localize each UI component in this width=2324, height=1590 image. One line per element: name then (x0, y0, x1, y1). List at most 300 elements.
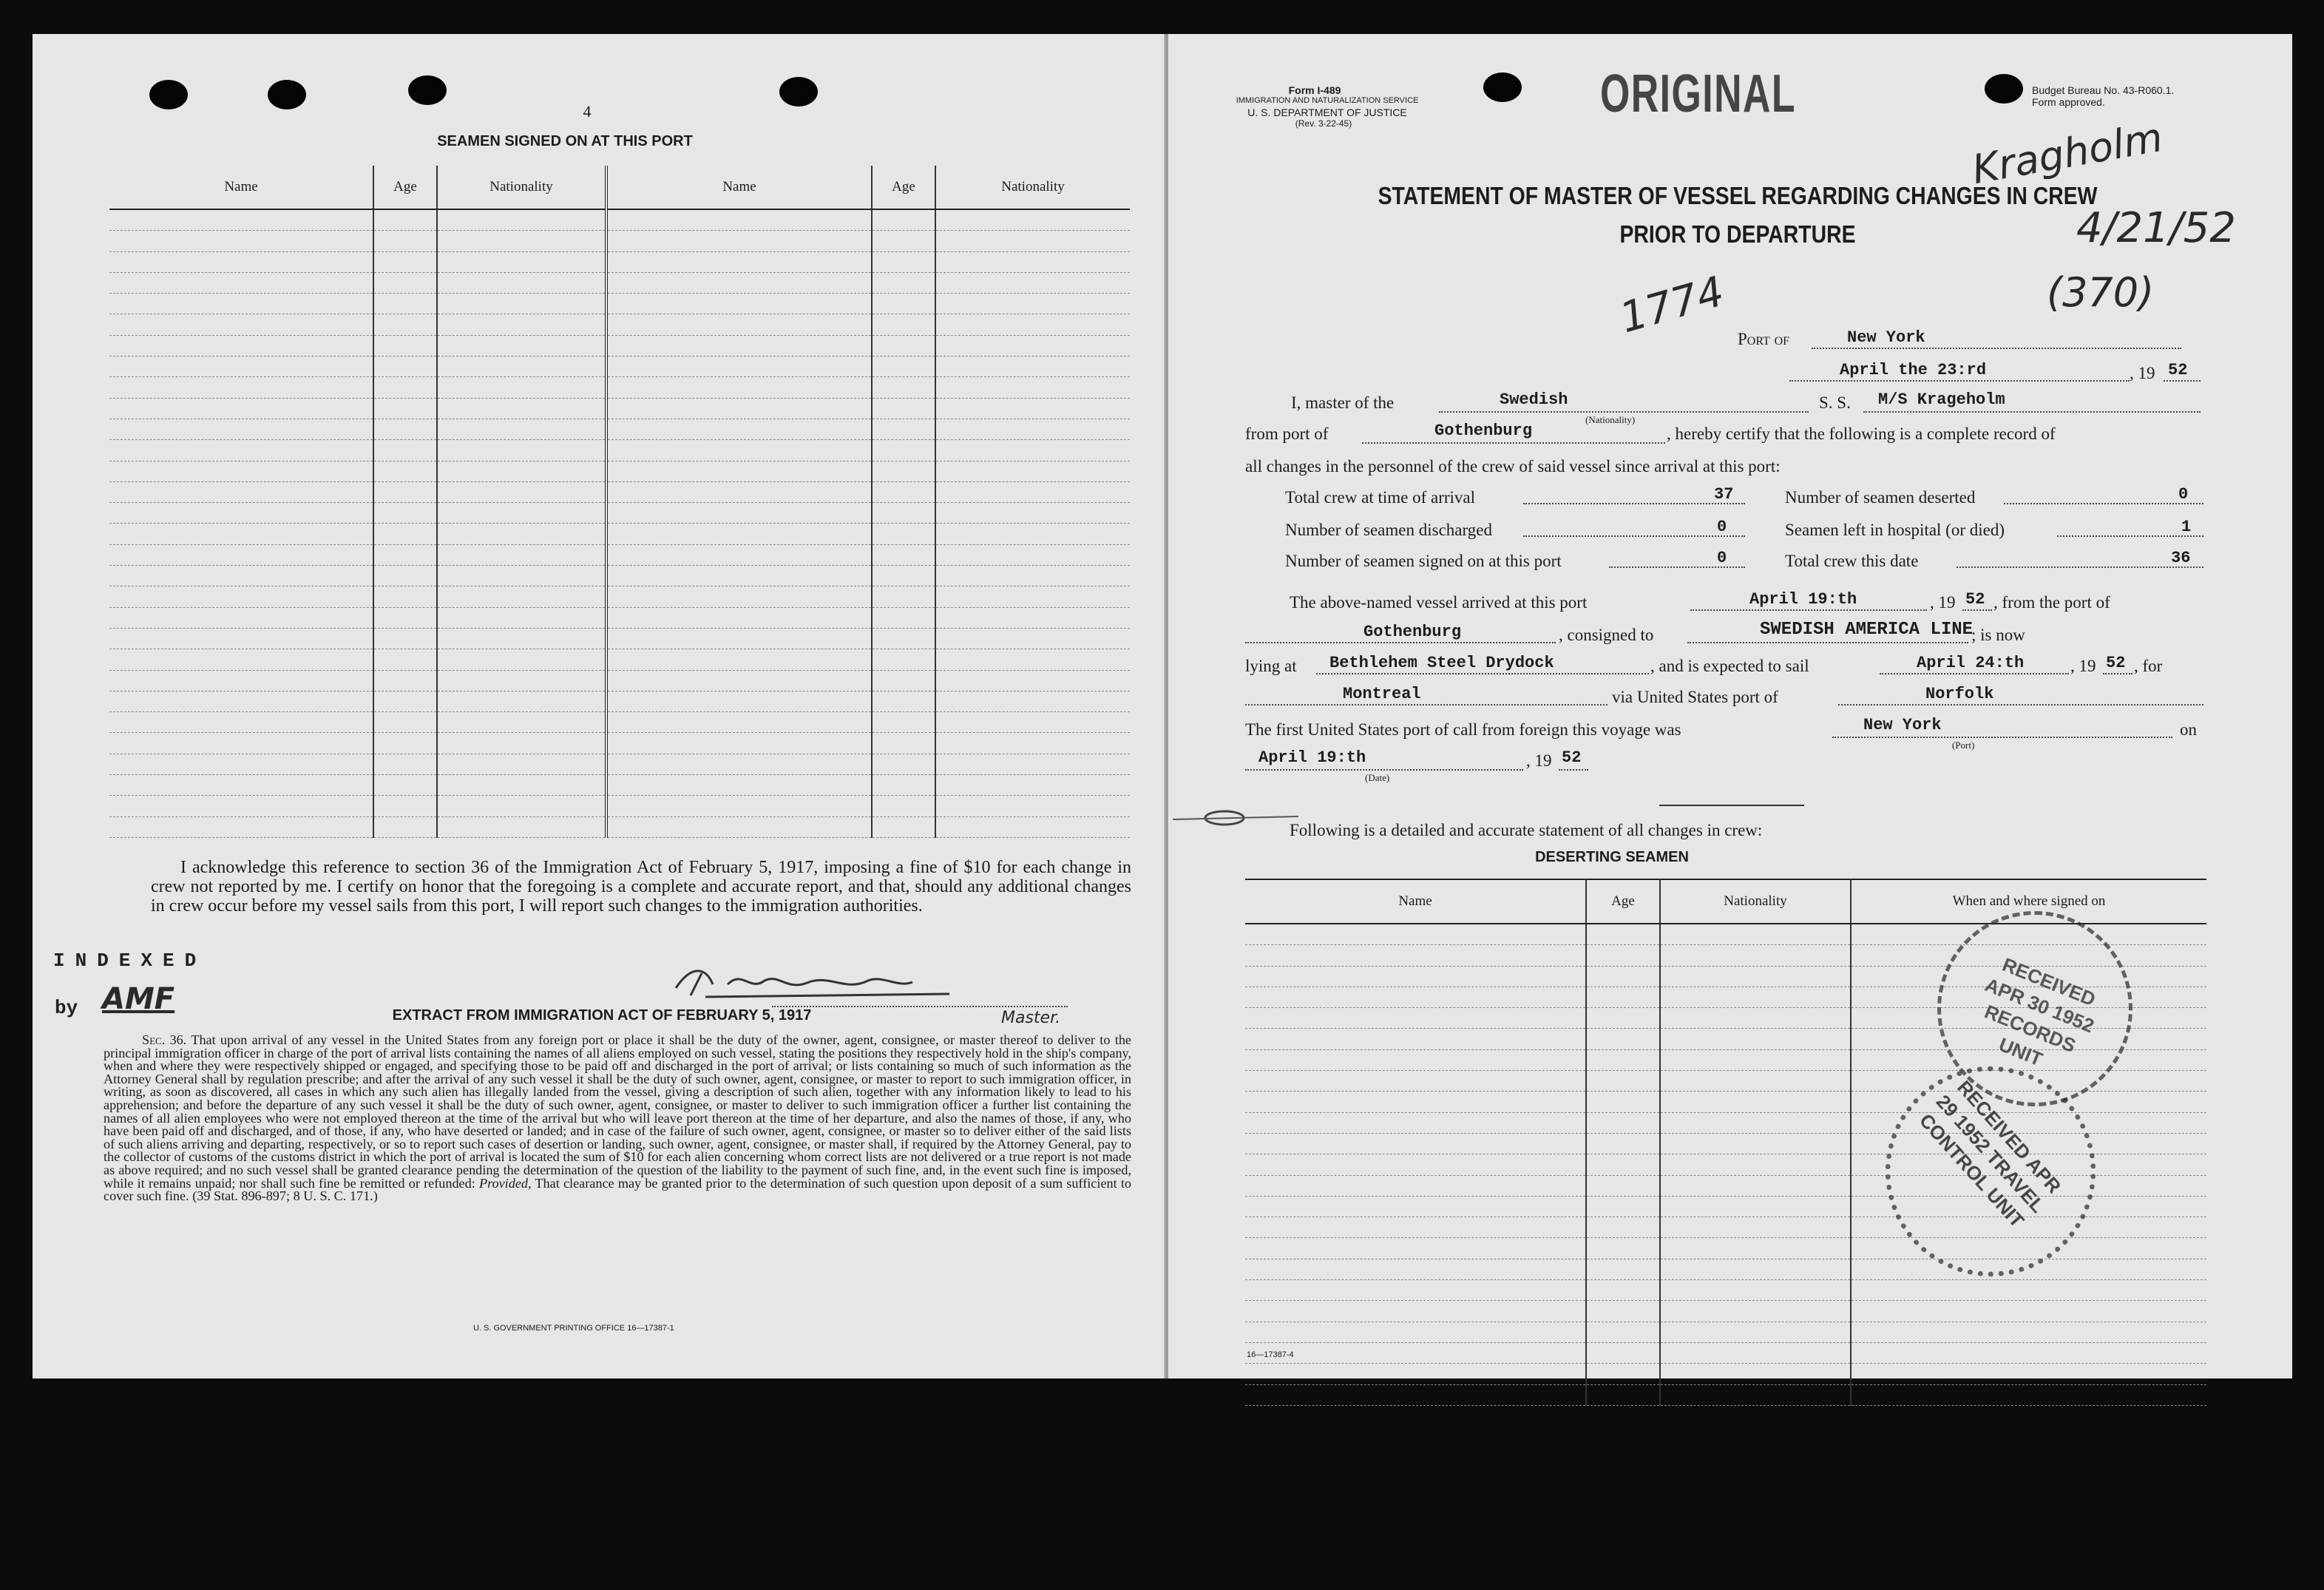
table-cell (373, 377, 437, 398)
table-cell (935, 816, 1130, 837)
table-cell (109, 398, 373, 419)
table-cell (373, 733, 437, 754)
table-cell (1851, 1384, 2206, 1405)
table-cell (109, 628, 373, 649)
table-cell (935, 231, 1130, 251)
port-value: New York (1847, 328, 1925, 347)
punch-hole (779, 77, 818, 106)
table-row (109, 628, 1130, 649)
table-cell (1660, 924, 1851, 945)
table-cell (1660, 1280, 1851, 1301)
destination: Montreal (1343, 685, 1421, 703)
table-cell (109, 209, 373, 231)
deserted-count: 0 (2178, 485, 2189, 504)
agency-line2: U. S. DEPARTMENT OF JUSTICE (1247, 106, 1407, 118)
table-cell (373, 440, 437, 461)
table-cell (872, 670, 935, 691)
table-row (109, 754, 1130, 774)
table-cell (872, 524, 935, 544)
col-header: Name (109, 166, 373, 209)
table-cell (872, 481, 935, 502)
consigned-to: SWEDISH AMERICA LINE (1760, 620, 1974, 640)
table-cell (1245, 1071, 1586, 1092)
table-cell (1851, 1342, 2206, 1363)
table-cell (606, 356, 872, 377)
table-cell (872, 754, 935, 774)
fold-mark (1173, 803, 1306, 833)
master-label: Master. (1001, 1009, 1061, 1027)
table-cell (1660, 1133, 1851, 1154)
form-title-line1: STATEMENT OF MASTER OF VESSEL REGARDING CHANGES IN CREW (1378, 182, 2098, 209)
total-crew-arrival-label: Total crew at time of arrival (1285, 488, 1476, 507)
table-cell (935, 294, 1130, 314)
table-cell (606, 566, 872, 586)
table-cell (1245, 1154, 1586, 1175)
table-cell (1586, 1384, 1660, 1405)
section-label: Sec. 36. (142, 1032, 187, 1047)
port-caption: (Port) (1952, 740, 1975, 751)
table-cell (373, 628, 437, 649)
table-cell (373, 816, 437, 837)
table-cell (437, 775, 606, 796)
table-cell (1245, 1217, 1586, 1238)
nationality-value: Swedish (1500, 390, 1568, 409)
table-cell (872, 712, 935, 733)
table-cell (1586, 966, 1660, 987)
table-row (1245, 1384, 2206, 1405)
table-row (109, 377, 1130, 398)
table-cell (109, 607, 373, 628)
table-cell (935, 377, 1130, 398)
table-cell (935, 670, 1130, 691)
table-cell (109, 335, 373, 356)
from-port-value: Gothenburg (1434, 422, 1533, 440)
table-cell (373, 314, 437, 335)
table-cell (1245, 1301, 1586, 1322)
punch-hole (408, 75, 447, 105)
table-cell (109, 691, 373, 711)
table-cell (935, 503, 1130, 524)
table-cell (872, 775, 935, 796)
extract-text-end: That clearance may be granted prior to the determination of such question upon deposit of a sum sufficient to cover such fine. (39 Stat. 896-897; 8 U. S. C. 171.) (104, 1175, 1132, 1204)
table-row (1245, 1342, 2206, 1363)
handwritten-code: (370) (2047, 269, 2155, 316)
table-cell (606, 649, 872, 670)
table-cell (437, 314, 606, 335)
table-cell (437, 461, 606, 481)
table-row (109, 816, 1130, 837)
table-cell (437, 754, 606, 774)
table-cell (1586, 987, 1660, 1007)
table-cell (1245, 924, 1586, 945)
col-header: Name (1245, 879, 1586, 924)
handwritten-ship: Kragholm (1968, 113, 2167, 194)
table-row (109, 314, 1130, 335)
table-cell (1660, 1364, 1851, 1384)
table-cell (373, 461, 437, 481)
table-cell (606, 272, 872, 293)
table-cell (1660, 1301, 1851, 1322)
form-number: Form I-489 (1288, 84, 1341, 96)
arrived-from: Gothenburg (1363, 623, 1462, 641)
table-cell (935, 524, 1130, 544)
table-row (109, 524, 1130, 544)
extract-text: That upon arrival of any vessel in the United States from any foreign port or place it shall be the duty of the owner, agent, consignee, or master thereof to deliver to the principal immigration officer in charge of the port of arrival lists containing the names of all aliens employed on such vessel, stating the positions they respectively hold in the ship's company, when and where they were respectively shipped or engaged, and specifying those to be paid off and discharged in the port of arrival; or lists containing so much of such information as the Attorney General shall by regulation prescribe; and after the arrival of any such vessel it shall be the duty of such owner, agent, consignee, or master to report to such immigration officer, in writing, as soon as discovered, all cases in which any such alien has illegally landed from the vessel, giving a description of such alien, together with any information likely to lead to his apprehension; and before the departure of any such vessel it shall be the duty of such owner, agent, consignee, or master to deliver to such immigration officer a further list containing the names of all alien employees who were not employed thereon at the time of the arrival but who will leave port thereon at the time of her departure, and also the names of those, if any, who have been paid off and discharged, and of those, if any, who have deserted or landed; and in case of the failure of such owner, agent, consignee, or master so to deliver either of the said lists of such aliens arriving and departing, respectively, or so to report such cases of desertion or landing, such owner, agent, consignee, or master shall, if required by the Attorney General, pay to the collector of customs of the customs district in which the port of arrival is located the sum of $10 for each alien concerning whom correct lists are not delivered or a true report is not made as above required; and no such vessel shall be granted clearance pending the determination of the question of the liability to the payment of such fine, and, in the event such fine is imposed, while it remains unpaid; nor shall such fine be remitted or refunded: (104, 1032, 1131, 1191)
table-cell (935, 586, 1130, 607)
discharged-label: Number of seamen discharged (1285, 521, 1492, 539)
table-cell (109, 377, 373, 398)
table-cell (437, 231, 606, 251)
table-cell (935, 712, 1130, 733)
table-row (109, 294, 1130, 314)
table-cell (872, 419, 935, 439)
for-label: , for (2134, 657, 2163, 675)
col-header: When and where signed on (1851, 879, 2206, 924)
table-cell (437, 294, 606, 314)
table-row (109, 670, 1130, 691)
punch-hole (1985, 74, 2023, 104)
table-cell (437, 566, 606, 586)
table-cell (935, 775, 1130, 796)
table-cell (606, 419, 872, 439)
table-row (109, 461, 1130, 481)
table-cell (1660, 1238, 1851, 1259)
table-row (109, 335, 1130, 356)
col-header: Nationality (1660, 879, 1851, 924)
table-cell (1245, 1259, 1586, 1279)
table-cell (1245, 945, 1586, 966)
table-cell (606, 544, 872, 565)
table-row (109, 775, 1130, 796)
table-cell (437, 398, 606, 419)
table-cell (437, 586, 606, 607)
table-cell (606, 503, 872, 524)
table-cell (109, 670, 373, 691)
table-cell (373, 754, 437, 774)
first-port-date: April 19:th (1258, 748, 1366, 767)
table-cell (1586, 1301, 1660, 1322)
table-cell (872, 503, 935, 524)
table-cell (1586, 1322, 1660, 1342)
table-cell (373, 356, 437, 377)
extract-title: EXTRACT FROM IMMIGRATION ACT OF FEBRUARY 5, 1917 (392, 1007, 812, 1024)
table-cell (1660, 987, 1851, 1007)
table-cell (872, 251, 935, 272)
deserted-label: Number of seamen deserted (1785, 488, 1976, 507)
table-cell (935, 691, 1130, 711)
table-cell (1586, 1196, 1660, 1217)
table-cell (872, 209, 935, 231)
table-cell (437, 272, 606, 293)
table-cell (606, 754, 872, 774)
extract-body (104, 1034, 1131, 1203)
extract-provided: Provided, (479, 1175, 532, 1191)
table-cell (606, 481, 872, 502)
first-port: New York (1863, 716, 1942, 734)
table-cell (1586, 1029, 1660, 1049)
table-cell (109, 775, 373, 796)
table-cell (109, 566, 373, 586)
table-cell (109, 481, 373, 502)
table-cell (1586, 1092, 1660, 1112)
table-row (109, 691, 1130, 711)
table-cell (1586, 1342, 1660, 1363)
table-cell (606, 816, 872, 837)
punch-hole (1483, 72, 1522, 102)
table-cell (872, 461, 935, 481)
table-cell (1851, 1301, 2206, 1322)
table-cell (109, 649, 373, 670)
total-crew-arrival: 37 (1714, 485, 1734, 504)
total-crew-date: 36 (2171, 549, 2191, 567)
table-cell (373, 796, 437, 816)
port-label: Port of (1738, 330, 1790, 348)
table-cell (109, 733, 373, 754)
footer-code: 16—17387-4 (1247, 1350, 1294, 1359)
table-cell (373, 481, 437, 502)
table-cell (1660, 1049, 1851, 1070)
table-cell (1245, 1280, 1586, 1301)
sail-date: April 24:th (1917, 654, 2025, 672)
form-title-line2: PRIOR TO DEPARTURE (1619, 220, 1856, 248)
seamen-signed-title: SEAMEN SIGNED ON AT THIS PORT (437, 133, 693, 149)
table-cell (1660, 1342, 1851, 1363)
table-cell (437, 419, 606, 439)
table-cell (437, 816, 606, 837)
table-row (1245, 1322, 2206, 1342)
table-cell (872, 586, 935, 607)
table-cell (437, 335, 606, 356)
table-cell (1586, 1175, 1660, 1196)
table-cell (606, 796, 872, 816)
table-cell (935, 356, 1130, 377)
table-cell (606, 670, 872, 691)
table-cell (1245, 1384, 1586, 1405)
table-cell (606, 377, 872, 398)
table-cell (109, 314, 373, 335)
table-cell (935, 335, 1130, 356)
table-cell (437, 691, 606, 711)
via-label: via United States port of (1612, 688, 1778, 706)
table-row (1245, 1364, 2206, 1384)
table-cell (935, 649, 1130, 670)
table-row (109, 503, 1130, 524)
table-cell (872, 398, 935, 419)
seamen-signed-table (109, 166, 1130, 838)
table-cell (606, 314, 872, 335)
table-cell (606, 251, 872, 272)
table-cell (1660, 1259, 1851, 1279)
table-cell (935, 754, 1130, 774)
table-cell (606, 712, 872, 733)
table-row (1245, 1280, 2206, 1301)
table-cell (606, 335, 872, 356)
table-cell (872, 628, 935, 649)
first-port-year: 52 (1562, 748, 1582, 767)
table-cell (1245, 1029, 1586, 1049)
table-cell (437, 712, 606, 733)
date-caption: (Date) (1365, 772, 1390, 783)
table-cell (373, 398, 437, 419)
following-label: Following is a detailed and accurate statement of all changes in crew: (1290, 821, 1763, 839)
table-cell (935, 628, 1130, 649)
on-label: on (2180, 720, 2197, 739)
col-header: Age (373, 166, 437, 209)
table-cell (1245, 1238, 1586, 1259)
table-cell (437, 796, 606, 816)
table-cell (1586, 1071, 1660, 1092)
table-cell (1851, 1364, 2206, 1384)
consigned-label: , consigned to (1559, 626, 1654, 644)
table-cell (872, 544, 935, 565)
certify-text: , hereby certify that the following is a complete record of (1667, 424, 2056, 443)
page-number: 4 (583, 102, 592, 121)
table-cell (373, 209, 437, 231)
table-cell (872, 335, 935, 356)
table-cell (1586, 1364, 1660, 1384)
original-stamp: ORIGINAL (1600, 64, 1796, 124)
table-cell (1660, 1154, 1851, 1175)
table-cell (373, 503, 437, 524)
table-cell (109, 294, 373, 314)
printer-line: U. S. GOVERNMENT PRINTING OFFICE 16—17387-1 (473, 1324, 674, 1333)
table-row (109, 481, 1130, 502)
table-cell (935, 419, 1130, 439)
table-cell (935, 209, 1130, 231)
table-cell (109, 440, 373, 461)
table-cell (437, 544, 606, 565)
table-cell (1586, 1259, 1660, 1279)
table-cell (373, 272, 437, 293)
stamp1-text: RECEIVED APR 30 1952 RECORDS UNIT (1981, 953, 2099, 1071)
table-cell (1586, 945, 1660, 966)
table-cell (373, 419, 437, 439)
table-cell (109, 524, 373, 544)
table-cell (373, 251, 437, 272)
table-cell (872, 314, 935, 335)
table-cell (1660, 1322, 1851, 1342)
table-cell (1245, 1196, 1586, 1217)
table-cell (935, 566, 1130, 586)
table-cell (437, 251, 606, 272)
table-cell (109, 796, 373, 816)
table-cell (373, 775, 437, 796)
vessel-name: M/S Krageholm (1878, 390, 2005, 409)
table-row (1245, 1259, 2206, 1279)
table-row (109, 566, 1130, 586)
table-row (109, 607, 1130, 628)
table-cell (437, 524, 606, 544)
table-cell (606, 524, 872, 544)
table-cell (606, 607, 872, 628)
table-cell (1586, 1238, 1660, 1259)
hospital-count: 1 (2181, 518, 2192, 536)
signed-on-count: 0 (1717, 549, 1727, 567)
table-cell (373, 607, 437, 628)
table-cell (872, 231, 935, 251)
table-cell (872, 356, 935, 377)
table-cell (437, 628, 606, 649)
table-cell (373, 231, 437, 251)
table-cell (437, 503, 606, 524)
table-cell (1586, 1217, 1660, 1238)
table-cell (872, 796, 935, 816)
from-port-label: from port of (1245, 424, 1329, 443)
table-row (109, 544, 1130, 565)
table-cell (109, 754, 373, 774)
table-cell (1586, 1154, 1660, 1175)
table-cell (1245, 987, 1586, 1007)
table-cell (109, 419, 373, 439)
table-cell (437, 733, 606, 754)
col-header: Age (1586, 879, 1660, 924)
table-cell (935, 440, 1130, 461)
table-row (109, 231, 1130, 251)
table-cell (872, 649, 935, 670)
table-row (109, 733, 1130, 754)
table-cell (935, 796, 1130, 816)
table-cell (1245, 1008, 1586, 1029)
sail-year: 52 (2106, 654, 2126, 672)
table-cell (373, 586, 437, 607)
table-cell (1660, 1112, 1851, 1133)
hospital-label: Seamen left in hospital (or died) (1785, 521, 2005, 539)
nationality-caption: (Nationality) (1585, 414, 1636, 425)
table-cell (1851, 1280, 2206, 1301)
table-cell (935, 251, 1130, 272)
table-cell (373, 691, 437, 711)
table-cell (109, 356, 373, 377)
table-cell (935, 314, 1130, 335)
table-row (109, 649, 1130, 670)
table-cell (373, 566, 437, 586)
table-cell (1660, 1008, 1851, 1029)
table-row (109, 419, 1130, 439)
deserting-title: DESERTING SEAMEN (1535, 849, 1689, 865)
table-cell (1245, 966, 1586, 987)
table-cell (872, 691, 935, 711)
discharged-count: 0 (1717, 518, 1727, 536)
handwritten-number: 1774 (1614, 267, 1730, 343)
table-cell (1660, 1092, 1851, 1112)
table-cell (1245, 1092, 1586, 1112)
table-cell (437, 356, 606, 377)
table-cell (1586, 1008, 1660, 1029)
table-cell (109, 461, 373, 481)
table-cell (109, 816, 373, 837)
table-cell (606, 398, 872, 419)
indexed-by-label: by (55, 997, 78, 1019)
indexed-by-initials: AMF (102, 982, 175, 1016)
table-cell (872, 607, 935, 628)
table-row (109, 440, 1130, 461)
table-cell (1245, 1112, 1586, 1133)
table-cell (1245, 1049, 1586, 1070)
table-cell (437, 481, 606, 502)
table-cell (109, 231, 373, 251)
table-cell (437, 649, 606, 670)
table-cell (1660, 1384, 1851, 1405)
arrived-date: April 19:th (1749, 590, 1857, 609)
table-cell (1245, 1322, 1586, 1342)
table-row (109, 209, 1130, 231)
table-cell (109, 251, 373, 272)
table-cell (935, 461, 1130, 481)
table-cell (437, 209, 606, 231)
table-cell (872, 733, 935, 754)
table-cell (1586, 1112, 1660, 1133)
arrived-year: 52 (1965, 590, 1985, 609)
